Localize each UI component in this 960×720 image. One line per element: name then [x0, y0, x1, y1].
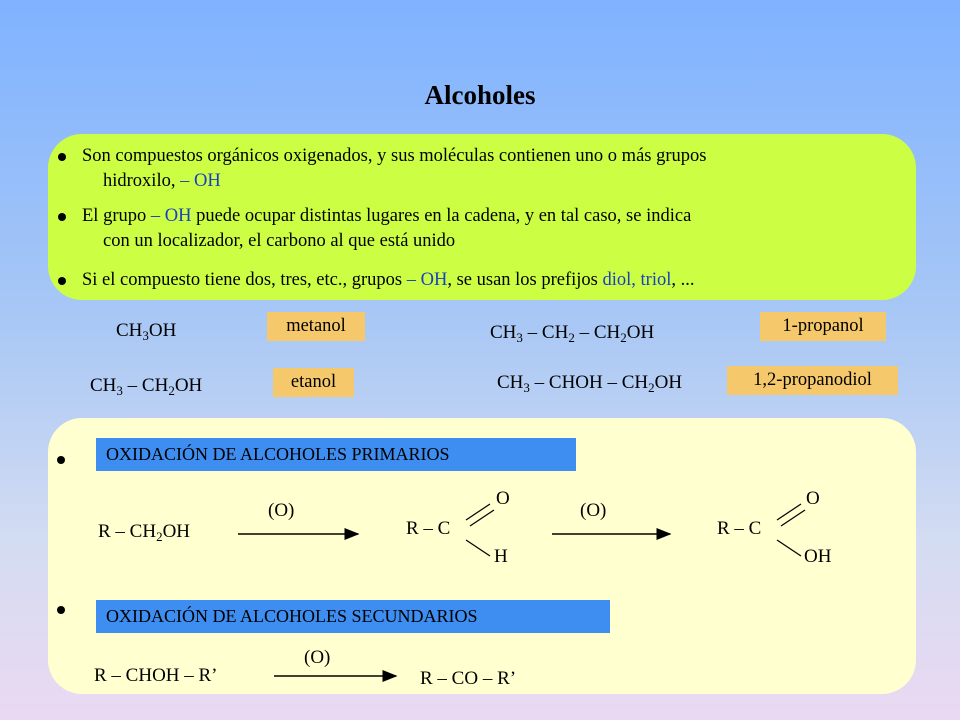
oxidant-1: (O): [268, 500, 295, 521]
label-etanol: etanol: [273, 368, 354, 397]
secondary-oxidation-header: OXIDACIÓN DE ALCOHOLES SECUNDARIOS: [96, 600, 610, 633]
prefix-diol: diol: [602, 270, 632, 290]
bullet-1-text: hidroxilo,: [103, 171, 181, 191]
oxidant-2: (O): [580, 500, 607, 521]
aldehyde-single-bond: [466, 540, 490, 556]
formula-propanodiol: $CH_3$ – CHOH – $CH_2OH$: [497, 372, 683, 395]
reactant-text: R – CH: [98, 521, 157, 542]
acid-rc: R – C: [717, 518, 762, 539]
aldehyde-hydrogen: H: [494, 546, 508, 567]
bullet-2-post: puede ocupar distintas lugares en la cadena, y en tal caso, se indica: [191, 206, 692, 226]
secondary-product: R – CO – R’: [420, 668, 517, 689]
page-title: Alcoholes: [424, 80, 536, 110]
label-metanol: metanol: [267, 312, 365, 341]
aldehyde-double-bond-b: [470, 510, 494, 526]
reactant-tail: OH: [162, 521, 191, 542]
acid-oxygen: O: [806, 488, 820, 509]
bullet-3-pre: Si el compuesto tiene dos, tres, etc., grupos: [82, 270, 407, 290]
prefix-triol: triol: [640, 270, 672, 290]
formula-propanol: $CH_3 - CH_2 - CH_2OH$: [490, 322, 655, 345]
primary-reactant: R – $CH_2OH$: [98, 521, 191, 544]
aldehyde-double-bond-a: [466, 504, 490, 520]
bullet-2-line2: con un localizador, el carbono al que está unido: [103, 231, 456, 251]
acid-hydroxyl: OH: [804, 546, 832, 567]
label-1-propanol: 1-propanol: [760, 312, 886, 341]
formula-methanol: $CH_3OH$: [116, 320, 177, 343]
bullet-3-post: , ...: [671, 270, 695, 290]
hydroxyl-group: – OH: [406, 270, 448, 290]
aldehyde-oxygen: O: [496, 488, 510, 509]
hydroxyl-group: – OH: [150, 206, 192, 226]
oxidant-3: (O): [304, 647, 331, 668]
acid-single-bond: [777, 540, 801, 556]
acid-double-bond-a: [777, 504, 801, 520]
formula-ethanol: $CH_3 - CH_2OH$: [90, 375, 203, 398]
prefix-separator: ,: [631, 270, 641, 290]
bullet-1-line1: Son compuestos orgánicos oxigenados, y sus moléculas contienen uno o más grupos: [82, 146, 707, 166]
label-1-2-propanodiol: 1,2-propanodiol: [727, 366, 898, 395]
acid-double-bond-b: [781, 510, 805, 526]
bullet-3-mid: , se usan los prefijos: [447, 270, 603, 290]
bullet-2-pre: El grupo: [82, 206, 151, 226]
aldehyde-rc: R – C: [406, 518, 451, 539]
primary-oxidation-header: OXIDACIÓN DE ALCOHOLES PRIMARIOS: [96, 438, 576, 471]
hydroxyl-group: – OH: [180, 171, 221, 191]
secondary-reactant: R – CHOH – R’: [94, 665, 218, 686]
